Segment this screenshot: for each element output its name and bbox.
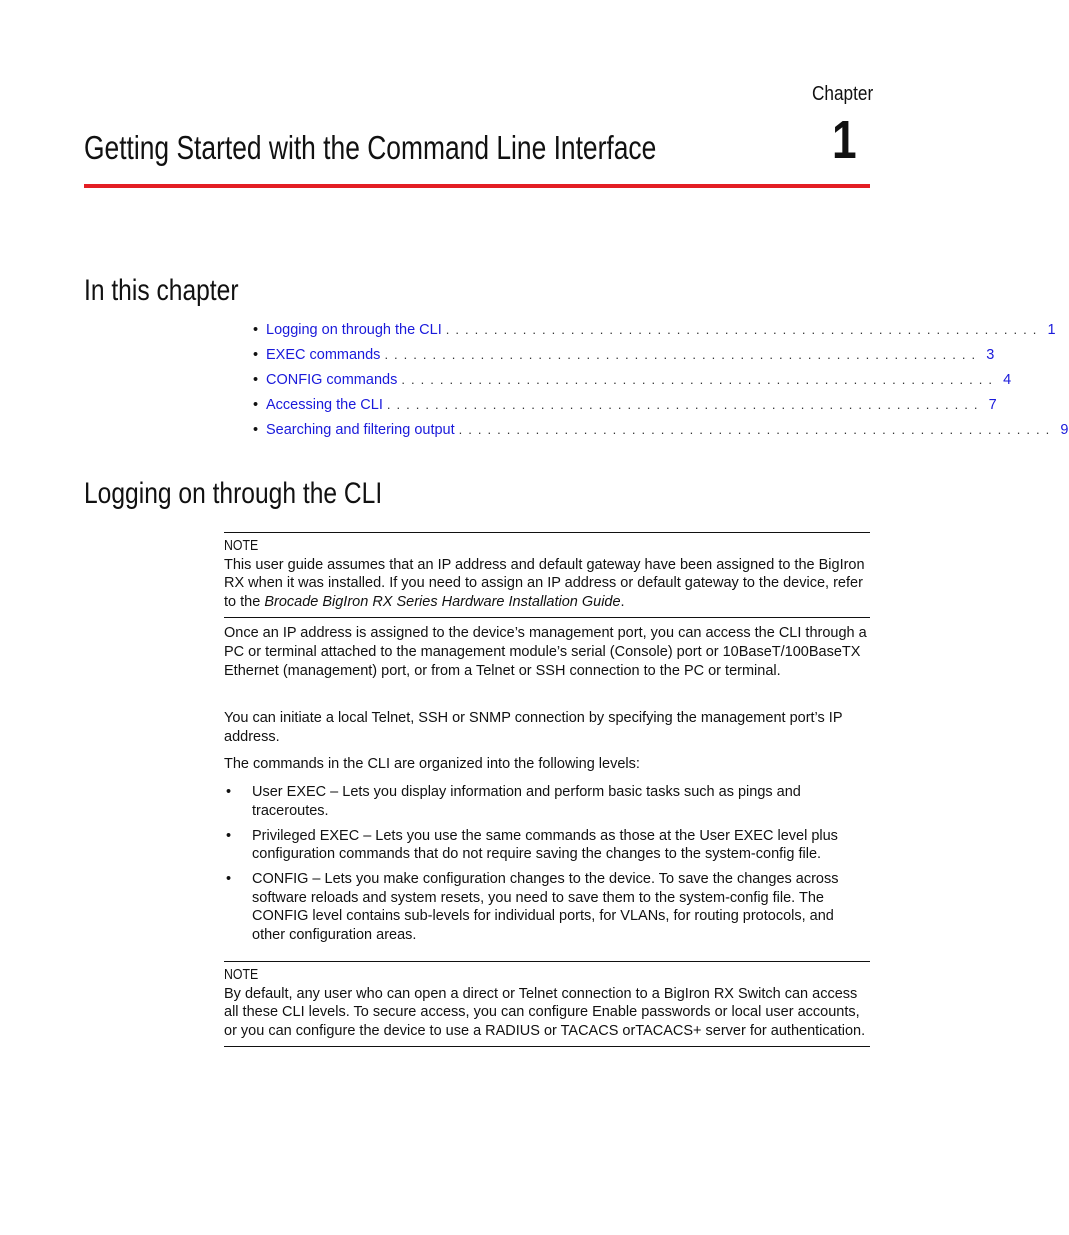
toc-leader: . . . . . . . . . . . . . . . . . . . . . . . . . . . . . . . . . . . . . . . . . . . . . . . . . . . . . . . . . . . . . . bbox=[384, 347, 977, 362]
toc-bullet: • bbox=[253, 322, 259, 338]
bullet: • bbox=[226, 871, 232, 887]
toc-item-exec-commands[interactable] bbox=[253, 347, 995, 372]
toc-page-number[interactable]: 3 bbox=[986, 347, 995, 363]
section-heading: Logging on through the CLI bbox=[84, 477, 383, 510]
toc-leader: . . . . . . . . . . . . . . . . . . . . . . . . . . . . . . . . . . . . . . . . . . . . . . . . . . . . . . . . . . . . . . bbox=[445, 322, 1038, 337]
toc-bullet: • bbox=[253, 347, 259, 363]
toc-bullet: • bbox=[253, 422, 259, 438]
paragraph-local-connection: You can initiate a local Telnet, SSH or SNMP connection by specifying the management port’s IP address. bbox=[224, 710, 843, 745]
toc-item-accessing-cli[interactable] bbox=[253, 397, 997, 422]
toc-link-searching-filtering[interactable]: Searching and filtering output bbox=[266, 422, 455, 438]
bullet: • bbox=[226, 827, 232, 844]
toc-page-number[interactable]: 1 bbox=[1047, 322, 1056, 338]
chapter-label: Chapter bbox=[812, 83, 874, 105]
note-text: By default, any user who can open a direct or Telnet connection to a BigIron RX Switch can access all these CLI levels. To secure access, you can configure Enable passwords or local user accounts, or you can configure the device to use a RADIUS or TACACS orTACACS+ server for authentication. bbox=[224, 985, 866, 1039]
chapter-title: Getting Started with the Command Line Interface bbox=[84, 129, 657, 166]
toc-item-searching-filtering[interactable] bbox=[253, 422, 1069, 447]
bullet: • bbox=[226, 784, 232, 800]
toc-leader: . . . . . . . . . . . . . . . . . . . . . . . . . . . . . . . . . . . . . . . . . . . . . . . . . . . . . . . . . . . . . . bbox=[401, 372, 994, 387]
level-user-exec: User EXEC – Lets you display information and perform basic tasks such as pings and traceroutes. bbox=[252, 784, 801, 819]
list-item bbox=[224, 783, 870, 820]
note-guide-title: Brocade BigIron RX Series Hardware Installation Guide bbox=[264, 593, 621, 610]
note-box bbox=[224, 532, 870, 618]
toc-link-logging-on[interactable]: Logging on through the CLI bbox=[266, 322, 442, 338]
toc-bullet: • bbox=[253, 397, 259, 413]
toc-page-number[interactable]: 4 bbox=[1003, 372, 1012, 388]
toc-heading: In this chapter bbox=[84, 274, 239, 307]
toc-list bbox=[253, 322, 1069, 447]
toc-link-config-commands[interactable]: CONFIG commands bbox=[266, 372, 398, 388]
note-text-start: This user guide assumes that an IP address and default gateway have been assigned to the BigIron RX when it was installed. If you need to assign an IP address or default gateway to the device, refer to the bbox=[224, 556, 865, 610]
toc-page-number[interactable]: 9 bbox=[1060, 422, 1069, 438]
toc-page-number[interactable]: 7 bbox=[988, 397, 997, 413]
toc-bullet: • bbox=[253, 372, 259, 388]
toc-link-accessing-cli[interactable]: Accessing the CLI bbox=[266, 397, 383, 413]
note-text-end: . bbox=[620, 593, 625, 610]
level-privileged-exec: Privileged EXEC – Lets you use the same commands as those at the User EXEC level plus configuration commands that do not require saving the changes to the system-config file. bbox=[252, 827, 838, 862]
title-rule bbox=[84, 184, 870, 188]
cli-levels-list bbox=[224, 783, 870, 951]
toc-link-exec-commands[interactable]: EXEC commands bbox=[266, 347, 381, 363]
toc-leader: . . . . . . . . . . . . . . . . . . . . . . . . . . . . . . . . . . . . . . . . . . . . . . . . . . . . . . . . . . . . . . bbox=[458, 422, 1051, 437]
note-label: NOTE bbox=[224, 538, 259, 554]
paragraph-management-port: Once an IP address is assigned to the device’s management port, you can access the CLI through a PC or terminal attached to the management module’s serial (Console) port or 10BaseT/100BaseTX Ethernet (management) port, or from a Telnet or SSH connection to the PC or terminal. bbox=[224, 625, 867, 679]
list-item bbox=[224, 870, 870, 944]
level-config: CONFIG – Lets you make configuration changes to the device. To save the changes across software reloads and system resets, you need to save them to the system-config file. The CONFIG level contains sub-levels for individual ports, for VLANs, for routing protocols, and other configuration areas. bbox=[252, 871, 839, 943]
toc-leader: . . . . . . . . . . . . . . . . . . . . . . . . . . . . . . . . . . . . . . . . . . . . . . . . . . . . . . . . . . . . . . bbox=[386, 397, 979, 412]
note-box bbox=[224, 961, 870, 1047]
toc-item-config-commands[interactable] bbox=[253, 372, 1012, 397]
note-text bbox=[224, 556, 870, 612]
toc-item-logging-on[interactable] bbox=[253, 322, 1056, 347]
list-item bbox=[224, 827, 870, 864]
chapter-number: 1 bbox=[832, 110, 857, 170]
paragraph-levels-intro: The commands in the CLI are organized into the following levels: bbox=[224, 756, 640, 772]
note-label: NOTE bbox=[224, 967, 259, 983]
